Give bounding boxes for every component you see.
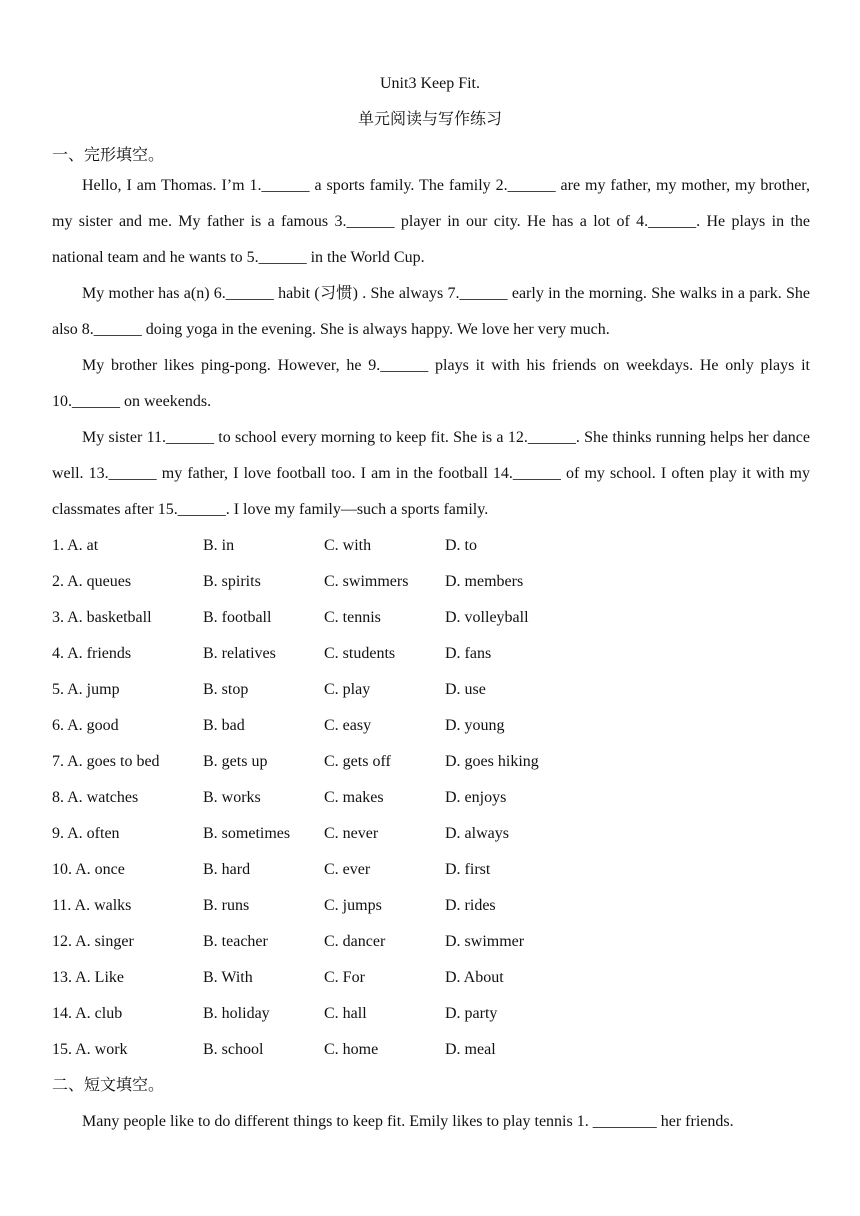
option-d: D. members <box>445 573 524 590</box>
option-c: C. students <box>324 645 396 662</box>
option-row <box>52 960 810 996</box>
option-b: B. runs <box>203 897 250 914</box>
page-subtitle: 单元阅读与写作练习 <box>357 111 502 128</box>
option-d: D. meal <box>445 1041 496 1058</box>
option-d: D. always <box>445 825 509 842</box>
option-b: B. teacher <box>203 933 268 950</box>
section2-heading: 二、短文填空。 <box>52 1077 165 1094</box>
cloze-passage <box>52 168 810 528</box>
option-c: C. swimmers <box>324 573 409 590</box>
option-a: 6. A. good <box>52 717 119 734</box>
cloze-options <box>52 528 810 1068</box>
option-row <box>52 744 810 780</box>
option-d: D. fans <box>445 645 492 662</box>
option-d: D. goes hiking <box>445 753 539 770</box>
option-row <box>52 564 810 600</box>
option-c: C. easy <box>324 717 372 734</box>
option-d: D. first <box>445 861 491 878</box>
passage-paragraph: My mother has a(n) 6.______ habit (习惯) . She always 7.______ early in the morning. She walks in a park. She also 8.______ doing yoga in the evening. She is always happy. We love her very much. <box>52 285 810 338</box>
option-b: B. sometimes <box>203 825 291 842</box>
option-b: B. works <box>203 789 261 806</box>
option-c: C. hall <box>324 1005 367 1022</box>
option-row <box>52 528 810 564</box>
option-b: B. relatives <box>203 645 276 662</box>
option-a: 11. A. walks <box>52 897 132 914</box>
passage-paragraph: My sister 11.______ to school every morning to keep fit. She is a 12.______. She thinks running helps her dance well. 13.______ my father, I love football too. I am in the football 14.______ of my school. I often play it with my classmates after 15.______. I love my family—such a sports family. <box>52 429 810 518</box>
option-a: 15. A. work <box>52 1041 128 1058</box>
option-a: 10. A. once <box>52 861 125 878</box>
option-d: D. volleyball <box>445 609 529 626</box>
option-c: C. dancer <box>324 933 386 950</box>
option-row <box>52 816 810 852</box>
passage-paragraph: Hello, I am Thomas. I’m 1.______ a sports family. The family 2.______ are my father, my mother, my brother, my sister and me. My father is a famous 3.______ player in our city. He has a lot of 4.______. He plays in the national team and he wants to 5.______ in the World Cup. <box>52 177 810 266</box>
option-b: B. school <box>203 1041 264 1058</box>
option-row <box>52 924 810 960</box>
option-c: C. with <box>324 537 372 554</box>
option-c: C. never <box>324 825 379 842</box>
option-d: D. rides <box>445 897 496 914</box>
option-c: C. ever <box>324 861 371 878</box>
option-a: 3. A. basketball <box>52 609 152 626</box>
option-c: C. jumps <box>324 897 382 914</box>
option-b: B. bad <box>203 717 245 734</box>
option-a: 13. A. Like <box>52 969 124 986</box>
fill-in-passage <box>52 1104 810 1140</box>
option-b: B. hard <box>203 861 251 878</box>
option-b: B. With <box>203 969 253 986</box>
option-d: D. young <box>445 717 505 734</box>
option-c: C. play <box>324 681 371 698</box>
option-d: D. About <box>445 969 504 986</box>
option-c: C. gets off <box>324 753 391 770</box>
option-a: 9. A. often <box>52 825 120 842</box>
option-d: D. party <box>445 1005 498 1022</box>
option-c: C. home <box>324 1041 379 1058</box>
option-c: C. tennis <box>324 609 381 626</box>
option-row <box>52 852 810 888</box>
option-a: 1. A. at <box>52 537 99 554</box>
option-b: B. in <box>203 537 235 554</box>
option-a: 14. A. club <box>52 1005 123 1022</box>
option-row <box>52 672 810 708</box>
option-b: B. gets up <box>203 753 268 770</box>
option-d: D. enjoys <box>445 789 507 806</box>
option-a: 4. A. friends <box>52 645 132 662</box>
option-c: C. For <box>324 969 365 986</box>
section1-heading: 一、完形填空。 <box>52 147 165 164</box>
passage-paragraph: My brother likes ping-pong. However, he 9.______ plays it with his friends on weekdays. He only plays it 10.______ on weekends. <box>52 357 810 410</box>
option-a: 7. A. goes to bed <box>52 753 160 770</box>
option-a: 8. A. watches <box>52 789 139 806</box>
option-d: D. swimmer <box>445 933 525 950</box>
option-row <box>52 780 810 816</box>
option-c: C. makes <box>324 789 384 806</box>
option-b: B. football <box>203 609 272 626</box>
option-a: 2. A. queues <box>52 573 132 590</box>
option-a: 12. A. singer <box>52 933 134 950</box>
option-row <box>52 600 810 636</box>
option-b: B. stop <box>203 681 249 698</box>
option-row <box>52 708 810 744</box>
option-row <box>52 888 810 924</box>
option-d: D. to <box>445 537 477 554</box>
option-row <box>52 996 810 1032</box>
page-title: Unit3 Keep Fit. <box>380 75 480 92</box>
option-row <box>52 636 810 672</box>
option-a: 5. A. jump <box>52 681 120 698</box>
passage-paragraph: Many people like to do different things to keep fit. Emily likes to play tennis 1. ________ her friends. <box>82 1113 734 1130</box>
option-b: B. holiday <box>203 1005 270 1022</box>
option-b: B. spirits <box>203 573 261 590</box>
option-row <box>52 1032 810 1068</box>
option-d: D. use <box>445 681 486 698</box>
